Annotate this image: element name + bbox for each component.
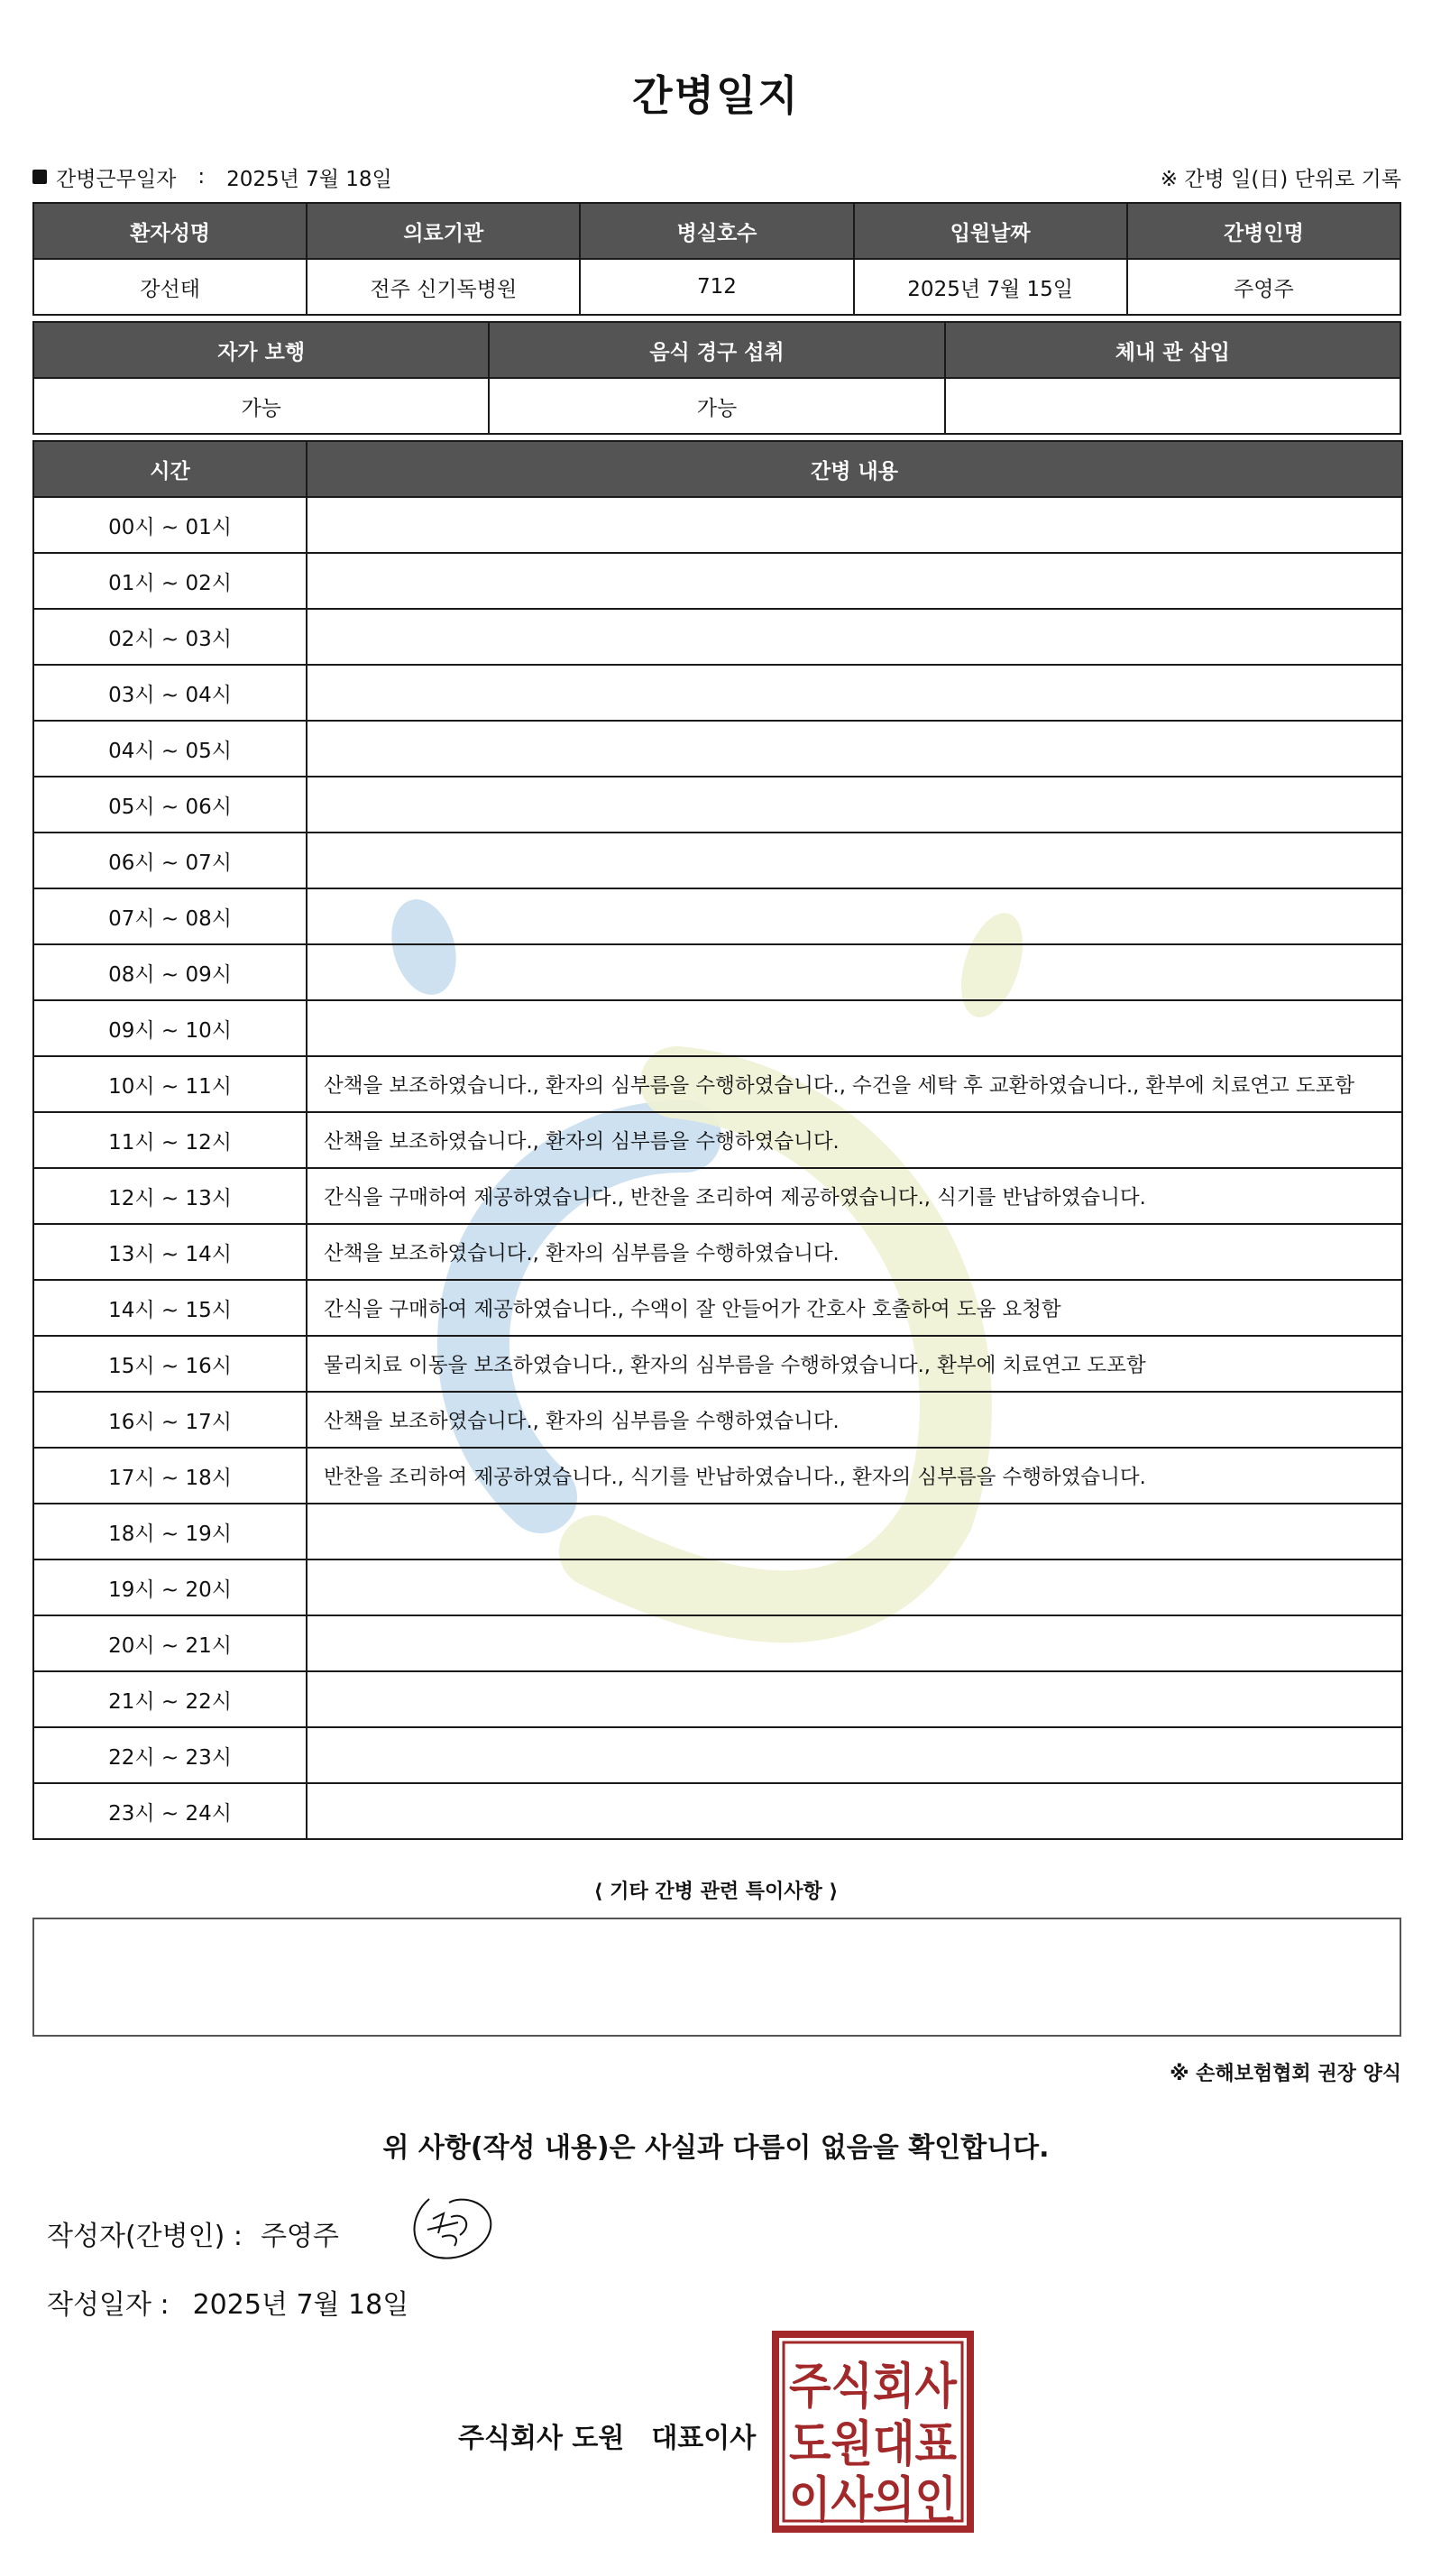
time-slot: 23시 ~ 24시 (33, 1783, 307, 1839)
table-row (33, 497, 1402, 553)
time-slot: 00시 ~ 01시 (33, 497, 307, 553)
time-slot: 18시 ~ 19시 (33, 1504, 307, 1559)
time-slot: 19시 ~ 20시 (33, 1559, 307, 1615)
company-title: 대표이사 (651, 2423, 757, 2454)
care-content: 반찬을 조리하여 제공하였습니다., 식기를 반납하였습니다., 환자의 심부름을 수행하였습니다. (307, 1448, 1402, 1504)
table-row (33, 1504, 1402, 1559)
seal-text: 이사의인 (789, 2471, 957, 2528)
care-date-separator: : (197, 165, 206, 189)
table-row (33, 1448, 1402, 1504)
care-content: 산책을 보조하였습니다., 환자의 심부름을 수행하였습니다. (307, 1392, 1402, 1448)
company-seal-icon (772, 2331, 974, 2533)
table-row (33, 1112, 1402, 1168)
admission-date-value: 2025년 7월 15일 (854, 259, 1127, 315)
care-content (307, 1504, 1402, 1559)
table-row (33, 1615, 1402, 1671)
special-notes-box (32, 1918, 1401, 2037)
time-slot: 01시 ~ 02시 (33, 553, 307, 609)
care-log-table (32, 440, 1403, 1840)
care-content (307, 553, 1402, 609)
time-slot: 05시 ~ 06시 (33, 777, 307, 833)
care-content (307, 1783, 1402, 1839)
table-row (33, 1559, 1402, 1615)
time-slot: 07시 ~ 08시 (33, 888, 307, 944)
care-content (307, 888, 1402, 944)
care-date-label: 간병근무일자 (56, 167, 177, 191)
table-row (33, 665, 1402, 721)
care-content (307, 1671, 1402, 1727)
time-slot: 11시 ~ 12시 (33, 1112, 307, 1168)
company-name: 주식회사 도원 (458, 2423, 625, 2454)
time-slot: 08시 ~ 09시 (33, 944, 307, 1000)
tube-insertion-value (945, 378, 1400, 434)
written-date-value: 2025년 7월 18일 (192, 2289, 409, 2321)
time-slot: 03시 ~ 04시 (33, 665, 307, 721)
care-content: 간식을 구매하여 제공하였습니다., 반찬을 조리하여 제공하였습니다., 식기를 반납하였습니다. (307, 1168, 1402, 1224)
table-row (33, 888, 1402, 944)
page-title: 간병일지 (632, 71, 800, 120)
company-line (458, 2415, 756, 2455)
written-date-row (47, 2282, 408, 2322)
signature-icon (402, 2190, 501, 2266)
time-slot: 20시 ~ 21시 (33, 1615, 307, 1671)
care-date-value: 2025년 7월 18일 (226, 167, 392, 191)
record-unit-note: ※ 간병 일(日) 단위로 기록 (1160, 167, 1401, 191)
care-content (307, 1615, 1402, 1671)
table-row (33, 1280, 1402, 1336)
care-content: 물리치료 이동을 보조하였습니다., 환자의 심부름을 수행하였습니다., 환부에 치료연고 도포함 (307, 1336, 1402, 1392)
table-row (33, 833, 1402, 888)
time-slot: 12시 ~ 13시 (33, 1168, 307, 1224)
writer-row (47, 2213, 339, 2253)
table-row (33, 1392, 1402, 1448)
table-row (33, 1727, 1402, 1783)
time-slot: 16시 ~ 17시 (33, 1392, 307, 1448)
patient-info-table (32, 202, 1401, 316)
table-row (33, 1783, 1402, 1839)
recommended-form-note: ※ 손해보험협회 권장 양식 (1170, 2063, 1401, 2085)
time-slot: 04시 ~ 05시 (33, 721, 307, 777)
patient-status-table (32, 321, 1401, 435)
time-slot: 02시 ~ 03시 (33, 609, 307, 665)
table-row (33, 1336, 1402, 1392)
time-slot: 14시 ~ 15시 (33, 1280, 307, 1336)
table-row (33, 609, 1402, 665)
time-slot: 13시 ~ 14시 (33, 1224, 307, 1280)
written-date-label: 작성일자 : (47, 2289, 170, 2321)
time-slot: 09시 ~ 10시 (33, 1000, 307, 1056)
table-row (33, 1056, 1402, 1112)
care-content (307, 944, 1402, 1000)
header-caregiver-name: 간병인명 (1127, 203, 1400, 259)
patient-name-value: 강선태 (33, 259, 307, 315)
table-row (33, 553, 1402, 609)
room-number-value: 712 (580, 259, 853, 315)
caregiver-name-value: 주영주 (1127, 259, 1400, 315)
table-row (33, 944, 1402, 1000)
header-time: 시간 (33, 441, 307, 497)
care-content (307, 609, 1402, 665)
care-content (307, 1559, 1402, 1615)
care-content (307, 833, 1402, 888)
info-row (32, 159, 1401, 195)
time-slot: 17시 ~ 18시 (33, 1448, 307, 1504)
table-row (33, 1168, 1402, 1224)
care-content (307, 1727, 1402, 1783)
header-patient-name: 환자성명 (33, 203, 307, 259)
care-content (307, 497, 1402, 553)
header-admission-date: 입원날짜 (854, 203, 1127, 259)
time-slot: 10시 ~ 11시 (33, 1056, 307, 1112)
self-walking-value: 가능 (33, 378, 489, 434)
table-row (33, 1000, 1402, 1056)
oral-intake-value: 가능 (489, 378, 944, 434)
table-row (33, 1671, 1402, 1727)
writer-label: 작성자(간병인) : (47, 2221, 243, 2252)
special-notes-title: ⟨ 기타 간병 관련 특이사항 ⟩ (593, 1881, 839, 1903)
time-slot: 22시 ~ 23시 (33, 1727, 307, 1783)
writer-name: 주영주 (260, 2221, 339, 2252)
table-row (33, 721, 1402, 777)
header-care-content: 간병 내용 (307, 441, 1402, 497)
confirmation-statement: 위 사항(작성 내용)은 사실과 다름이 없음을 확인합니다. (382, 2132, 1050, 2164)
care-content (307, 721, 1402, 777)
header-room-number: 병실호수 (580, 203, 853, 259)
header-oral-intake: 음식 경구 섭취 (489, 322, 944, 378)
hospital-value: 전주 신기독병원 (307, 259, 580, 315)
care-content: 산책을 보조하였습니다., 환자의 심부름을 수행하였습니다., 수건을 세탁 후 교환하였습니다., 환부에 치료연고 도포함 (307, 1056, 1402, 1112)
seal-text: 주식회사 (789, 2358, 958, 2415)
header-self-walking: 자가 보행 (33, 322, 489, 378)
header-hospital: 의료기관 (307, 203, 580, 259)
care-content: 간식을 구매하여 제공하였습니다., 수액이 잘 안들어가 간호사 호출하여 도움 요청함 (307, 1280, 1402, 1336)
care-content (307, 665, 1402, 721)
care-content: 산책을 보조하였습니다., 환자의 심부름을 수행하였습니다. (307, 1224, 1402, 1280)
time-slot: 21시 ~ 22시 (33, 1671, 307, 1727)
time-slot: 06시 ~ 07시 (33, 833, 307, 888)
seal-text: 도원대표 (789, 2415, 957, 2472)
care-content (307, 1000, 1402, 1056)
care-content (307, 777, 1402, 833)
care-content: 산책을 보조하였습니다., 환자의 심부름을 수행하였습니다. (307, 1112, 1402, 1168)
bullet-square-icon (32, 170, 47, 184)
table-row (33, 777, 1402, 833)
header-tube-insertion: 체내 관 삽입 (945, 322, 1400, 378)
table-row (33, 1224, 1402, 1280)
time-slot: 15시 ~ 16시 (33, 1336, 307, 1392)
